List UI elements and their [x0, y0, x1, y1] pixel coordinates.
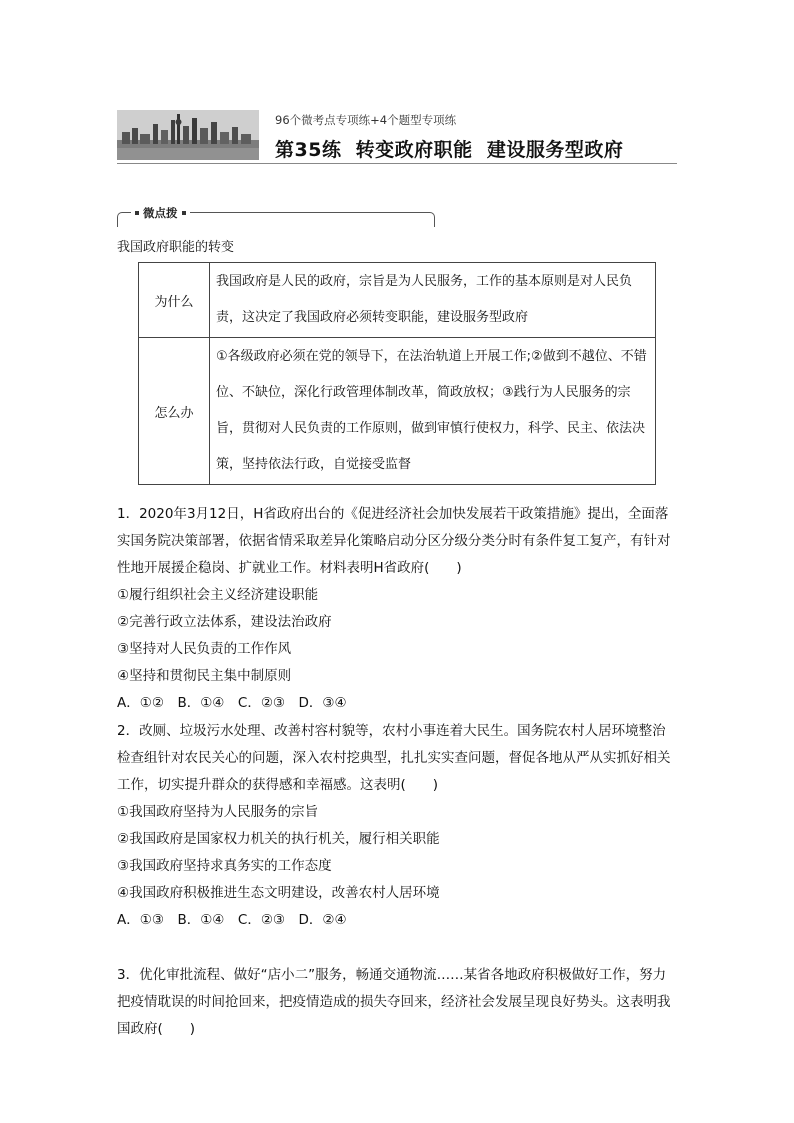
table-row-head: 怎么办 — [139, 338, 210, 485]
question-3 — [117, 962, 677, 1043]
question-2 — [117, 718, 677, 934]
answer-choices: A．①② B．①④ C．②③ D．③④ — [117, 695, 347, 711]
tip-label — [131, 205, 190, 221]
option-item: ③我国政府坚持求真务实的工作态度 — [117, 858, 332, 874]
table-row — [139, 263, 656, 338]
bullet-square-icon — [182, 211, 186, 215]
table-row-body: 我国政府是人民的政府，宗旨是为人民服务，工作的基本原则是对人民负责，这决定了我国政府必须转变职能，建设服务型政府 — [210, 263, 656, 338]
tip-label-text: 微点拨 — [143, 206, 178, 220]
page-title: 第35练 转变政府职能 建设服务型政府 — [275, 139, 624, 161]
series-subtitle: 96个微考点专项练+4个题型专项练 — [275, 113, 457, 127]
header-divider — [117, 163, 677, 164]
table-row-body: ①各级政府必须在党的领导下，在法治轨道上开展工作;②做到不越位、不错位、不缺位，深化行政管理体制改革，简政放权；③践行为人民服务的宗旨，贯彻对人民负责的工作原则，做到审慎行使权力，科学、民主、依法决策，坚持依法行政，自觉接受监督 — [210, 338, 656, 485]
question-stem: 2．改厕、垃圾污水处理、改善村容村貌等，农村小事连着大民生。国务院农村人居环境整治检查组针对农民关心的问题，深入农村挖典型，扎扎实实查问题，督促各地从严从实抓好相关工作，切实提升群众的获得感和幸福感。这表明( ) — [117, 723, 671, 793]
option-item: ④坚持和贯彻民主集中制原则 — [117, 668, 292, 684]
table-row — [139, 338, 656, 485]
city-skyline-icon — [117, 110, 259, 160]
answer-choices: A．①③ B．①④ C．②③ D．②④ — [117, 912, 347, 928]
option-item: ③坚持对人民负责的工作作风 — [117, 641, 292, 657]
table-row-head: 为什么 — [139, 263, 210, 338]
question-1 — [117, 501, 677, 717]
option-item: ①我国政府坚持为人民服务的宗旨 — [117, 804, 319, 820]
option-item: ①履行组织社会主义经济建设职能 — [117, 587, 319, 603]
header-city-image — [117, 110, 259, 160]
option-item: ④我国政府积极推进生态文明建设，改善农村人居环境 — [117, 885, 440, 901]
section-title: 我国政府职能的转变 — [117, 240, 235, 255]
option-item: ②完善行政立法体系，建设法治政府 — [117, 614, 332, 630]
function-table — [138, 262, 656, 485]
option-item: ②我国政府是国家权力机关的执行机关，履行相关职能 — [117, 831, 440, 847]
bullet-square-icon — [135, 211, 139, 215]
question-stem: 1．2020年3月12日，H省政府出台的《促进经济社会加快发展若干政策措施》提出，全面落实国务院决策部署，依据省情采取差异化策略启动分区分级分类分时有条件复工复产，有针对性地开展援企稳岗、扩就业工作。材料表明H省政府( ) — [117, 506, 671, 576]
question-stem: 3．优化审批流程、做好“店小二”服务，畅通交通物流……某省各地政府积极做好工作，努力把疫情耽误的时间抢回来，把疫情造成的损失夺回来，经济社会发展呈现良好势头。这表明我国政府( ) — [117, 967, 671, 1037]
